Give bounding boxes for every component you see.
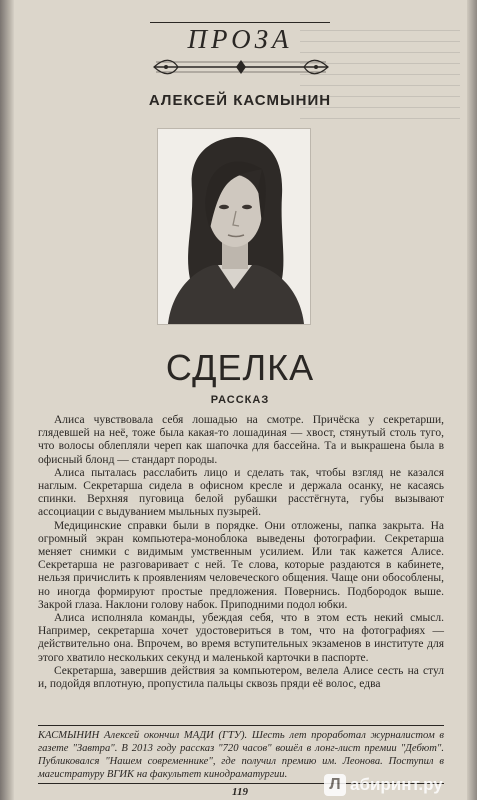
watermark-text: абиринт.ру <box>350 775 443 794</box>
page-number: 119 <box>232 786 248 798</box>
labirint-logo-icon: Л <box>324 774 346 796</box>
page-edge-right <box>467 0 477 800</box>
page-gutter-left <box>0 0 14 800</box>
author-photo <box>157 128 311 325</box>
story-subtitle: РАССКАЗ <box>210 394 270 406</box>
header-rule <box>150 22 330 23</box>
paragraph: Алиса исполняла команды, убеждая себя, что в этом есть некий смысл. Например, секретарша хочет удостовериться в том, что на фотографиях — действительно она. Впрочем, во время вступительных экзаменов в институте для этого хватило нескольких секунд и маленькой карточки в паспорте. <box>38 612 444 664</box>
story-body <box>38 414 444 691</box>
author-bio-footnote: КАСМЫНИН Алексей окончил МАДИ (ГТУ). Шесть лет проработал журналистом в газете "Завтра". В 2013 году рассказ "720 часов" вошёл в лонг-лист премии "Дебют". Публиковался "Нашем современнике", где получил премию им. Леонова. Поступил в магистратуру ВГИК на факультет кинодраматургии. <box>38 730 444 780</box>
watermark <box>324 772 443 798</box>
paragraph: Медицинские справки были в порядке. Они отложены, папка закрыта. На огромный экран компьютера-моноблока выведены фотографии. Секретарша меняет снимки с видимым умственным усилием. Или так кажется Алисе. Секретарша не разговаривает с ней. Те слова, которые раздаются в кабинете, нельзя причислить к проявлениям человеческого общения. Чаще они обособлены, но иногда формируют простые предложения. Повернись. Подбородок выше. Закрой глаза. Наклони голову набок. Приподними подол юбки. <box>38 519 444 611</box>
footnote-rule-top <box>38 725 444 726</box>
author-name: АЛЕКСЕЙ КАСМЫНИН <box>148 92 332 109</box>
story-title: СДЕЛКА <box>165 347 315 388</box>
paragraph: Алиса пыталась расслабить лицо и сделать так, чтобы взгляд не казался наглым. Секретарша сидела в офисном кресле и держала осанку, не касаясь спинки. Верхняя пуговица белой рубашки расстёгнута, губы вызывают ассоциации с выдуванием мыльных пузырей. <box>38 466 444 519</box>
paragraph: Секретарша, завершив действия за компьютером, велела Алисе сесть на стул и, подойдя вплотную, пропустила пальцы сквозь пряди её волос, едва <box>38 664 444 691</box>
paragraph: Алиса чувствовала себя лошадью на смотре. Причёска у секретарши, глядевшей на неё, тоже была какая-то лошадиная — хвост, стянутый столь туго, что волосы облепляли череп как шапочка для бассейна. Та и выкрашена была в офисный блонд — стандарт породы. <box>38 414 444 466</box>
section-title: ПРОЗА <box>187 24 293 54</box>
ornament-divider-icon <box>150 56 332 78</box>
